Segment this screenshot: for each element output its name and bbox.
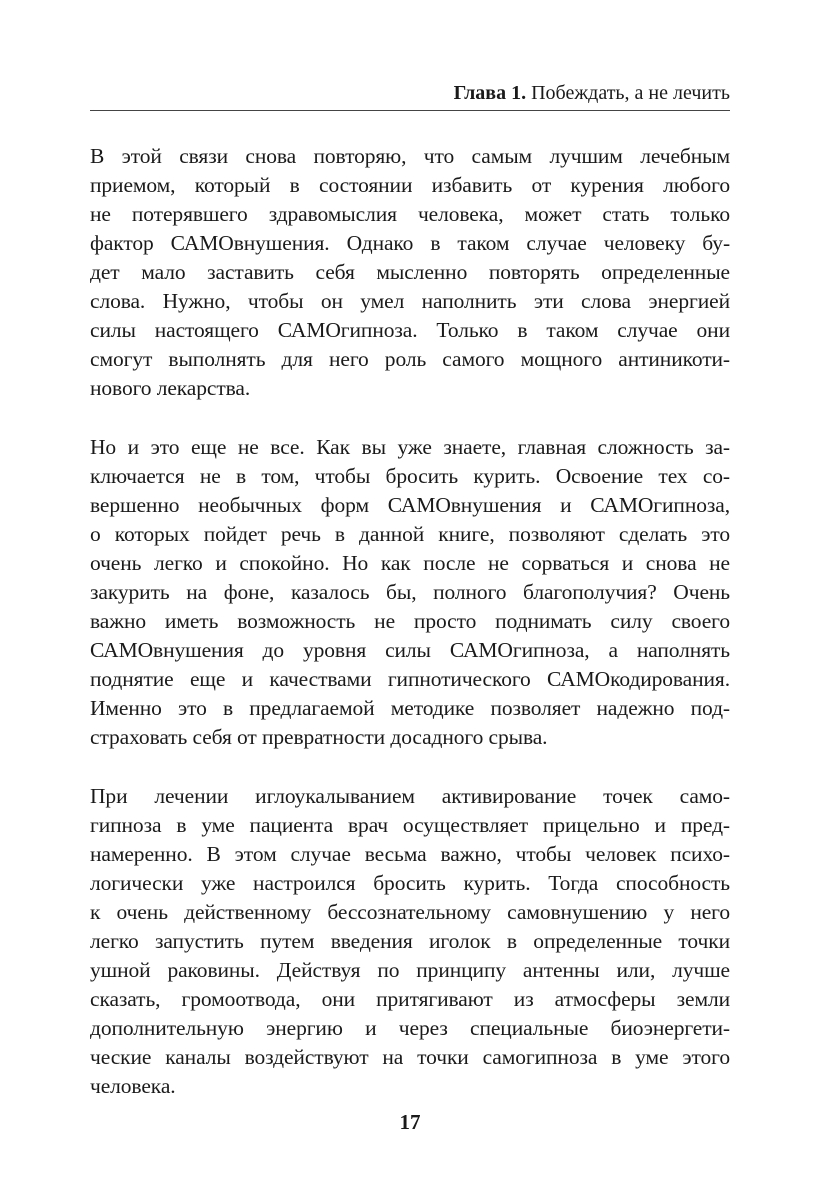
body-text <box>90 142 730 1131</box>
text-line: очень легко и спокойно. Но как после не сорваться и снова не <box>90 551 730 575</box>
text-line: намеренно. В этом случае весьма важно, чтобы человек психо- <box>90 842 730 866</box>
text-line: нового лекарства. <box>90 376 251 400</box>
text-line: человека. <box>90 1074 176 1098</box>
text-line: сказать, громоотвода, они притягивают из атмосферы земли <box>90 987 730 1011</box>
paragraph-1 <box>90 142 730 403</box>
page-number: 17 <box>399 1110 421 1134</box>
text-line: дет мало заставить себя мысленно повторять определенные <box>90 260 730 284</box>
text-line: вершенно необычных форм САМОвнушения и САМОгипноза, <box>90 493 730 517</box>
text-line: слова. Нужно, чтобы он умел наполнить эти слова энергией <box>90 289 730 313</box>
text-line: поднятие еще и качествами гипнотического САМОкодирования. <box>90 667 730 691</box>
paragraph-2 <box>90 433 730 752</box>
text-line: ческие каналы воздействуют на точки самогипноза в уме этого <box>90 1045 730 1069</box>
text-line: важно иметь возможность не просто поднимать силу своего <box>90 609 730 633</box>
text-line: закурить на фоне, казалось бы, полного благополучия? Очень <box>90 580 730 604</box>
text-line: силы настоящего САМОгипноза. Только в таком случае они <box>90 318 730 342</box>
text-line: страховать себя от превратности досадного срыва. <box>90 725 548 749</box>
text-line: к очень действенному бессознательному самовнушению у него <box>90 900 730 924</box>
text-line: САМОвнушения до уровня силы САМОгипноза, а наполнять <box>90 638 730 662</box>
text-line: о которых пойдет речь в данной книге, позволяют сделать это <box>90 522 730 546</box>
text-line: приемом, который в состоянии избавить от курения любого <box>90 173 730 197</box>
text-line: смогут выполнять для него роль самого мощного антиникоти- <box>90 347 730 371</box>
chapter-title: Побеждать, а не лечить <box>531 82 730 104</box>
paragraph-3 <box>90 782 730 1101</box>
text-line: легко запустить путем введения иголок в определенные точки <box>90 929 730 953</box>
text-line: не потерявшего здравомыслия человека, может стать только <box>90 202 730 226</box>
header-divider <box>90 110 730 111</box>
text-line: При лечении иглоукалыванием активирование точек само- <box>90 784 730 808</box>
text-line: Именно это в предлагаемой методике позволяет надежно под- <box>90 696 730 720</box>
chapter-label: Глава 1. <box>453 82 527 104</box>
text-line: ушной раковины. Действуя по принципу антенны или, лучше <box>90 958 730 982</box>
running-header <box>90 78 730 108</box>
text-line: гипноза в уме пациента врач осуществляет прицельно и пред- <box>90 813 730 837</box>
text-line: Но и это еще не все. Как вы уже знаете, главная сложность за- <box>90 435 730 459</box>
text-line: В этой связи снова повторяю, что самым лучшим лечебным <box>90 144 730 168</box>
text-line: дополнительную энергию и через специальные биоэнергети- <box>90 1016 730 1040</box>
text-line: фактор САМОвнушения. Однако в таком случае человеку бу- <box>90 231 730 255</box>
text-line: ключается не в том, чтобы бросить курить. Освоение тех со- <box>90 464 730 488</box>
text-line: логически уже настроился бросить курить. Тогда способность <box>90 871 730 895</box>
